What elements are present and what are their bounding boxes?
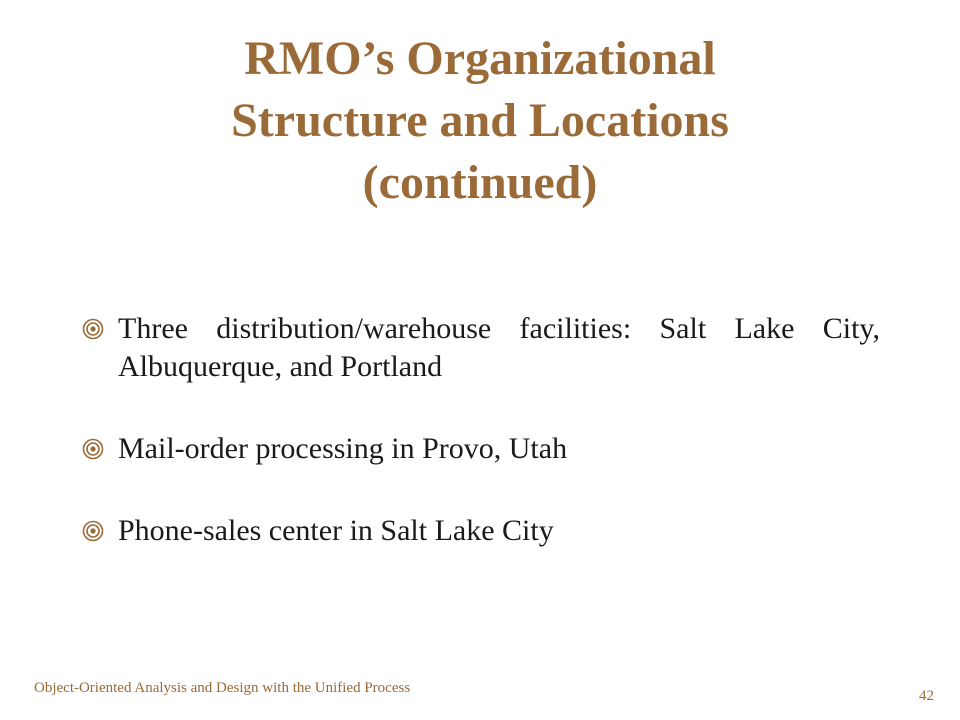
bullet-text: Three distribution/warehouse facilities: Salt Lake City, Albuquerque, and Portland	[118, 312, 880, 383]
bullet-item	[80, 512, 880, 550]
target-bullet-icon	[82, 520, 104, 542]
bullet-text: Mail-order processing in Provo, Utah	[118, 432, 568, 465]
title-line: RMO’s Organizational	[244, 32, 716, 85]
page-number: 42	[919, 688, 934, 704]
bullet-list	[80, 310, 880, 550]
title-line: (continued)	[362, 156, 598, 209]
title-line: Structure and Locations	[231, 94, 729, 147]
bullet-item	[80, 430, 880, 468]
target-bullet-icon	[82, 438, 104, 460]
bullet-text: Phone-sales center in Salt Lake City	[118, 514, 554, 547]
slide-title	[60, 28, 900, 214]
footer-course-title: Object-Oriented Analysis and Design with the Unified Process	[34, 680, 411, 696]
target-bullet-icon	[82, 318, 104, 340]
bullet-item	[80, 310, 880, 386]
